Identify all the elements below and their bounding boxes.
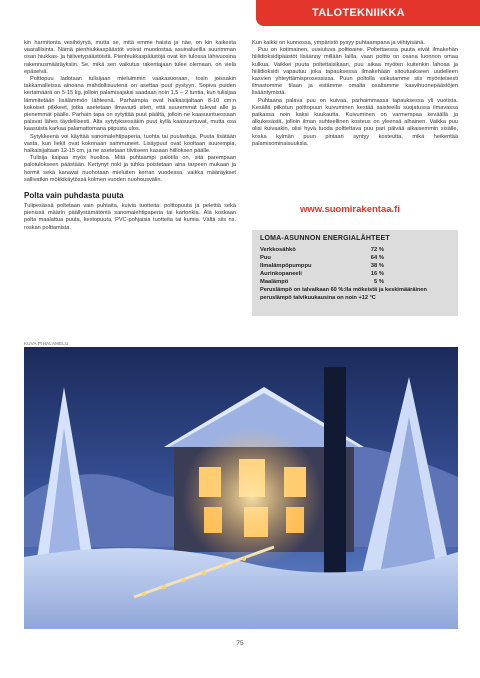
page-number: 75	[236, 640, 244, 647]
energy-row	[260, 246, 450, 254]
section-header-tab	[256, 0, 480, 26]
energy-box-title: LOMA-ASUNNON ENERGIALÄHTEET	[260, 235, 390, 242]
energy-value: 72 %	[370, 247, 384, 253]
website-link[interactable]: www.suomirakentaa.fi	[300, 204, 400, 215]
photo-credit: KUVA PIHALAMELU	[24, 341, 69, 346]
right-text-column	[252, 40, 458, 148]
energy-label: Verkkosähkö	[260, 247, 296, 253]
energy-row	[260, 278, 450, 286]
paragraph: Tulipesässä poltetaan vain puhtaita, kuivia tuotteita: polttopuuta ja pelettiä sekä pienissä määrin päällystämätöntä sanomalehtipaperia tai kartonkia. Älä koskaan polta maalattua puuta, kestopuuta, PVC-pohjaisia tuotteita tai kumia. Vältä siis ns. roskan polttamista.	[24, 203, 236, 231]
paragraph: Sytykkeenä voi käyttää sanomalehtipaperia, tuohta tai puulastuja. Puuta lisätään vasta, kun liekit ovat kokonaan sammuneet. Lisäypuut ovat kooltaan suurempia, halkaisijaltaan 12-15 cm, ja ne asetetaan tiiviiseen kasaan hiilloksen päälle.	[24, 133, 236, 155]
paragraph: Kun kaikki on kunnossa, ympäristö pysyy puhtaampana ja viihtyisänä.	[252, 40, 425, 46]
section-title: TALOTEKNIIKKA	[312, 7, 405, 19]
paragraph: Puu on kotimainen, uusiutuva polttoaine. Poltettaessa puuta eivät ilmakehän hiilidioksidipäästöt lisäänny millään lailla, vaan poltto on osana luonnon omaa kulkua. Vaikkei puuta poltettaisikaan, puu aikaa myöten kuitenkin lahoaa ja hiilidioksidi vapautuu joka tapauksessa ilmakehään sitoutuakseen uudelleen kasvien yhteyttämisprosessissa. Puun poltolla vaikutamme siis myönteisesti ilmastomme tilaan ja estämme omalta osaltamme kasvihuonepäästöjen lisääntymistä.	[252, 47, 458, 97]
paragraph: Tulisija kaipaa myös huoltoa. Mitä puhtaampi palotila on, sitä parempaan palotulokseen päästään. Kertynyt noki ja tuhka poistetaan aina tarpeen mukaan ja hormit sekä kanavat nuohotaan mieluiten kerran vuodessa, vaikka määräykset sallivatkin mökkikäytössä kolmen vuoden nuohousvälin.	[24, 155, 236, 183]
winter-cabin-photo	[24, 347, 458, 629]
energy-label: Ilmalämpöpumppu	[260, 263, 312, 270]
energy-value: 5 %	[374, 279, 384, 286]
energy-sources-box	[252, 230, 458, 316]
energy-label: Maalämpö	[260, 279, 289, 286]
energy-label: Puu	[260, 255, 271, 262]
left-text-column	[24, 40, 236, 232]
energy-value: 16 %	[370, 271, 384, 278]
energy-row	[260, 262, 450, 270]
subheading: Polta vain puhdasta puuta	[24, 191, 124, 201]
energy-note: Peruslämpö on talvaikaan 60 %:lla mökeistä ja keskimääräinen peruslämpö talvikuukausina on noin +12 °C	[260, 287, 427, 301]
paragraph: kin harmitonta vesihöyryä, mutta se, mitä emme haista ja näe, on kin kaikesta vaarallisinta. Nämä pienhiukkaspäästöt voivat muodostaa asuinalueilla suurimman osan hiukkas- ja hiilivetypäästöistä. Pienhiukkaspäästöjä ovat kin tulossa lähivuosina rakennusmääräyksiin. Se, mikä sen vaikutus rakentajaan tulee olemaan, on vielä epäselvä.	[24, 40, 236, 75]
energy-row	[260, 254, 450, 262]
energy-label: Aurinkopaneeli	[260, 271, 302, 278]
paragraph: Puhtaana palava puu on kuivaa, parhaimmassa tapauksessa yli vuotista. Kesällä pilkotun polttopuun kuivuminen kestää saisteella suojatussa ilmavassa paikassa noin kaksi kuukautta. Kuivuminen on varmempaa keväällä ja alkukesästä, jolloin ilman suhteellinen kosteus on yleensä alhainen. Vaikka puu olisi kuivaakin, olisi hyvä tuoda polttettava puu pari päivää aikaisemmin sisälle, koska kylmän puun pintaan syntyy kosteutta, mikä heikentää palamisominaisuuksia.	[252, 97, 458, 147]
energy-row	[260, 270, 450, 278]
energy-value: 64 %	[370, 255, 384, 262]
paragraph: Polttopuu ladotaan tulisijaan mieluimmin vaakasuoraan, tosin joissakin takkamalleissa ainoana mahdollisuutena on asettaa puut pystyyn. Sopiva puiden kertamäärä on 5-15 kg, jolloin palamisajaksi saadaan noin 1,5 – 2 tuntia, kun tulisijaa lämmitetään lisälämmön lähteenä. Parhaimpia ovat halkaisijaltaan 8-10 cm:n kokoiset pilkkeet, jotka asetetaan ilmavasti siten, että suuremmat tulevat alle ja pienemmät päälle. Parhain tapa on sytyttää puut päältä, jolloin ne kaasuuntuessaan palavat lähes täydellisesti. Alta sytytyksessäkin puut kyllä kaasuuntuvat, mutta osa kaasuista karkaa palamattomana piipusta ulos.	[24, 76, 236, 133]
energy-value: 38 %	[370, 263, 384, 270]
